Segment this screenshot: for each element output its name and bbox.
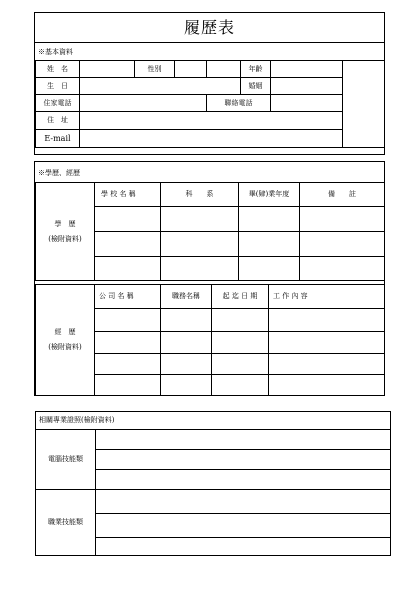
edu-cell[interactable] bbox=[239, 207, 300, 232]
edu-cell[interactable] bbox=[300, 207, 385, 232]
marital-field[interactable] bbox=[271, 78, 343, 95]
address-field[interactable] bbox=[80, 112, 343, 130]
skills-table bbox=[35, 411, 391, 556]
edu-exp-section-label: ※學歷、經歷 bbox=[38, 169, 80, 177]
computer-skill-row[interactable] bbox=[96, 470, 391, 490]
photo-area bbox=[343, 61, 385, 148]
exp-header-dates: 起 迄 日 期 bbox=[212, 285, 269, 309]
computer-skill-row[interactable] bbox=[96, 450, 391, 470]
exp-header-duties: 工 作 內 容 bbox=[269, 285, 385, 309]
birth-label: 生 日 bbox=[36, 78, 80, 95]
exp-cell[interactable] bbox=[161, 354, 212, 375]
exp-cell[interactable] bbox=[95, 332, 161, 354]
exp-cell[interactable] bbox=[95, 354, 161, 375]
edu-cell[interactable] bbox=[300, 232, 385, 257]
experience-label: 經 歷 bbox=[54, 328, 76, 336]
birth-field[interactable] bbox=[80, 78, 241, 95]
edu-cell[interactable] bbox=[95, 207, 161, 232]
edu-cell[interactable] bbox=[161, 207, 239, 232]
exp-cell[interactable] bbox=[161, 309, 212, 332]
exp-cell[interactable] bbox=[161, 332, 212, 354]
edu-cell[interactable] bbox=[95, 257, 161, 281]
email-field[interactable] bbox=[80, 130, 343, 148]
marital-label: 婚姻 bbox=[241, 78, 271, 95]
edu-cell[interactable] bbox=[300, 257, 385, 281]
skills-section-label: 相關專業證照(檢附資料) bbox=[36, 412, 391, 430]
professional-skill-row[interactable] bbox=[96, 514, 391, 538]
education-table bbox=[35, 182, 385, 281]
page-title: 履歷表 bbox=[35, 13, 384, 43]
education-attach-note: (檢附資料) bbox=[48, 234, 82, 243]
edu-header-graduation-year: 畢(肄)業年度 bbox=[239, 183, 300, 207]
exp-cell[interactable] bbox=[95, 375, 161, 396]
exp-cell[interactable] bbox=[269, 309, 385, 332]
professional-skill-row[interactable] bbox=[96, 538, 391, 556]
age-label: 年齡 bbox=[241, 61, 271, 78]
edu-cell[interactable] bbox=[161, 232, 239, 257]
edu-cell[interactable] bbox=[95, 232, 161, 257]
exp-cell[interactable] bbox=[212, 354, 269, 375]
exp-cell[interactable] bbox=[95, 309, 161, 332]
experience-table bbox=[35, 284, 385, 396]
professional-skill-row[interactable] bbox=[96, 490, 391, 514]
exp-cell[interactable] bbox=[269, 332, 385, 354]
experience-attach-note: (檢附資料) bbox=[48, 343, 82, 351]
edu-cell[interactable] bbox=[161, 257, 239, 281]
gender-field-extra[interactable] bbox=[207, 61, 241, 78]
exp-cell[interactable] bbox=[212, 332, 269, 354]
computer-skill-row[interactable] bbox=[96, 430, 391, 450]
home-phone-label: 住家電話 bbox=[36, 95, 80, 112]
edu-header-department: 科 系 bbox=[161, 183, 239, 207]
gender-field[interactable] bbox=[175, 61, 207, 78]
exp-cell[interactable] bbox=[212, 309, 269, 332]
gender-label: 性別 bbox=[135, 61, 175, 78]
contact-phone-label: 聯絡電話 bbox=[207, 95, 271, 112]
education-label-cell bbox=[36, 183, 95, 281]
edu-header-school: 學 校 名 稱 bbox=[95, 183, 161, 207]
experience-label-cell bbox=[36, 285, 95, 396]
professional-skills-label: 職業技能類 bbox=[36, 490, 96, 556]
exp-cell[interactable] bbox=[269, 354, 385, 375]
name-field[interactable] bbox=[80, 61, 135, 78]
exp-cell[interactable] bbox=[269, 375, 385, 396]
edu-cell[interactable] bbox=[239, 257, 300, 281]
basic-info-table bbox=[35, 60, 385, 148]
age-field[interactable] bbox=[271, 61, 343, 78]
contact-phone-field[interactable] bbox=[271, 95, 343, 112]
exp-cell[interactable] bbox=[161, 375, 212, 396]
email-label: E-mail bbox=[36, 130, 80, 148]
basic-section-label: ※基本資料 bbox=[38, 48, 73, 56]
name-label: 姓 名 bbox=[36, 61, 80, 78]
address-label: 住 址 bbox=[36, 112, 80, 130]
exp-cell[interactable] bbox=[212, 375, 269, 396]
exp-header-company: 公 司 名 稱 bbox=[95, 285, 161, 309]
edu-cell[interactable] bbox=[239, 232, 300, 257]
home-phone-field[interactable] bbox=[80, 95, 207, 112]
edu-header-notes: 備 註 bbox=[300, 183, 385, 207]
education-label: 學 歷 bbox=[54, 219, 76, 228]
exp-header-position: 職務名稱 bbox=[161, 285, 212, 309]
computer-skills-label: 電腦技能類 bbox=[36, 430, 96, 490]
